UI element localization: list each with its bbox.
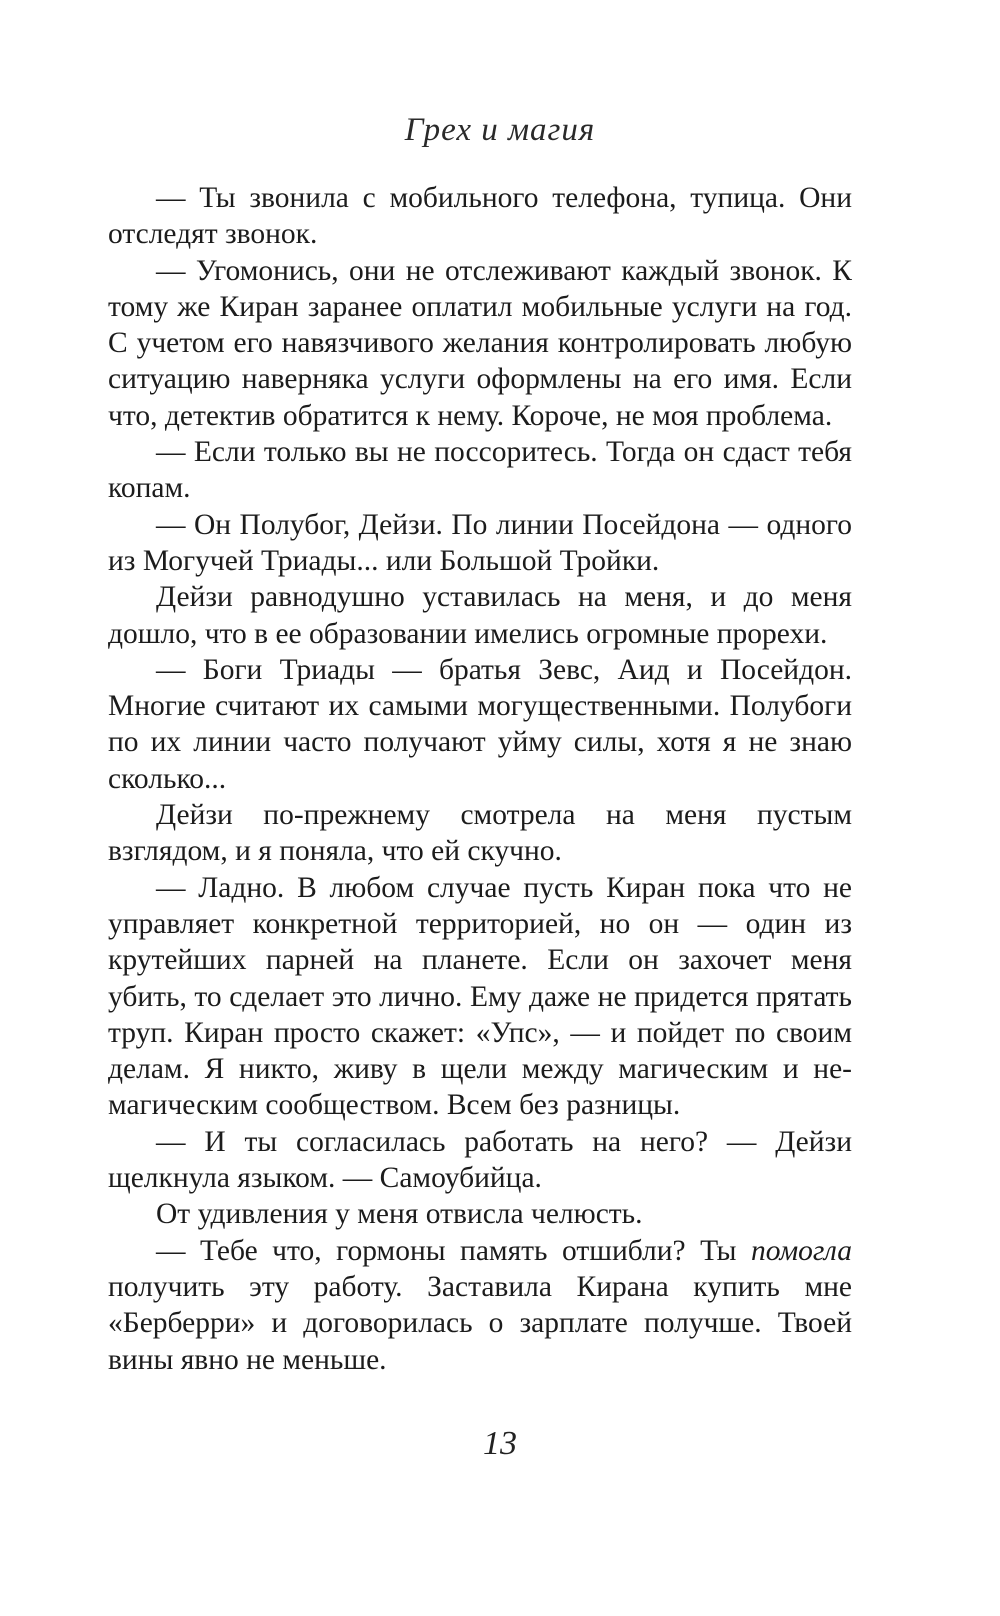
paragraph: — Боги Триады — братья Зевс, Аид и Посейдон. Многие считают их самыми могущественными. Полубоги по их линии часто получают уйму силы, хотя я не знаю сколько...	[108, 653, 852, 795]
paragraph: — Угомонись, они не отслеживают каждый звонок. К тому же Киран заранее оплатил мобильные услуги на год. С учетом его навязчивого желания контролировать любую ситуацию наверняка услуги оформлены на его имя. Если что, детектив обратится к нему. Короче, не моя проблема.	[108, 254, 852, 432]
emphasis-text: помогла	[750, 1234, 852, 1267]
paragraph: Дейзи по-прежнему смотрела на меня пустым взглядом, и я поняла, что ей скучно.	[108, 799, 852, 868]
paragraph: — Если только вы не поссоритесь. Тогда он сдаст тебя копам.	[108, 436, 852, 505]
paragraph-text: получить эту работу. Заставила Кирана купить мне «Берберри» и договорилась о зарплате получше. Твоей вины явно не меньше.	[108, 1270, 852, 1376]
page-number: 13	[483, 1425, 517, 1462]
paragraph: Дейзи равнодушно уставилась на меня, и до меня дошло, что в ее образовании имелись огромные прорехи.	[108, 581, 852, 650]
paragraph	[108, 1233, 852, 1378]
running-header: Грех и магия	[404, 112, 596, 148]
paragraph: От удивления у меня отвисла челюсть.	[156, 1198, 643, 1231]
paragraph: — И ты согласилась работать на него? — Дейзи щелкнула языком. — Самоубийца.	[108, 1125, 852, 1195]
body-text	[108, 180, 852, 1378]
paragraph: — Ты звонила с мобильного телефона, тупица. Они отследят звонок.	[108, 182, 852, 251]
paragraph-text: — Тебе что, гормоны память отшибли? Ты	[156, 1234, 751, 1267]
paragraph: — Он Полубог, Дейзи. По линии Посейдона — одного из Могучей Триады... или Большой Тройки.	[108, 508, 852, 577]
paragraph: — Ладно. В любом случае пусть Киран пока что не управляет конкретной территорией, но он — один из крутейших парней на планете. Если он захочет меня убить, то сделает это лично. Ему даже не придется прятать труп. Киран просто скажет: «Упс», — и пойдет по своим делам. Я никто, живу в щели между магическим и не-магическим сообществом. Всем без разницы.	[108, 871, 852, 1122]
